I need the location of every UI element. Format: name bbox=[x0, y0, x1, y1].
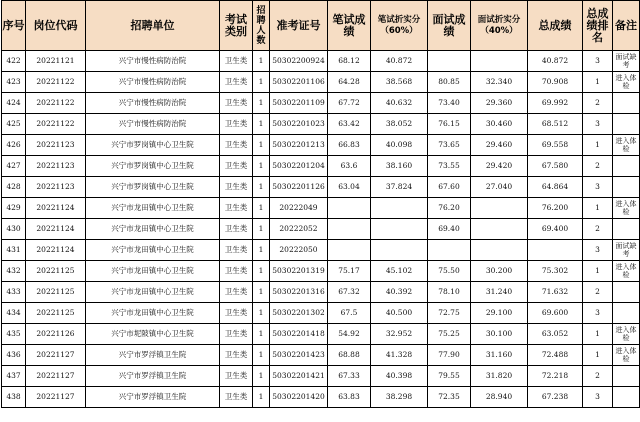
cell-interview: 76.15 bbox=[428, 114, 471, 135]
cell-category: 卫生类 bbox=[220, 345, 253, 366]
header-interview-conv: 面试折实分（40%） bbox=[471, 1, 528, 51]
cell-written: 63.04 bbox=[328, 177, 371, 198]
table-row bbox=[2, 366, 640, 387]
cell-post-code: 20221127 bbox=[26, 387, 86, 408]
cell-rank: 3 bbox=[583, 114, 613, 135]
cell-rank: 3 bbox=[583, 387, 613, 408]
cell-category: 卫生类 bbox=[220, 303, 253, 324]
cell-written: 68.12 bbox=[328, 51, 371, 72]
cell-seq: 431 bbox=[2, 240, 26, 261]
cell-unit: 兴宁市慢性病防治院 bbox=[86, 93, 220, 114]
cell-remark bbox=[613, 387, 640, 408]
cell-rank: 3 bbox=[583, 303, 613, 324]
cell-unit: 兴宁市龙田镇中心卫生院 bbox=[86, 219, 220, 240]
cell-written bbox=[328, 198, 371, 219]
header-written-conv: 笔试折实分（60%） bbox=[371, 1, 428, 51]
cell-written: 68.88 bbox=[328, 345, 371, 366]
cell-quota: 1 bbox=[253, 72, 270, 93]
cell-written: 67.32 bbox=[328, 282, 371, 303]
cell-seq: 427 bbox=[2, 156, 26, 177]
cell-unit: 兴宁市慢性病防治院 bbox=[86, 114, 220, 135]
cell-unit: 兴宁市罗浮镇卫生院 bbox=[86, 366, 220, 387]
cell-total: 72.488 bbox=[528, 345, 583, 366]
cell-rank: 1 bbox=[583, 72, 613, 93]
cell-rank: 2 bbox=[583, 282, 613, 303]
cell-written-conv: 32.952 bbox=[371, 324, 428, 345]
header-post-code: 岗位代码 bbox=[26, 1, 86, 51]
cell-ticket: 50302201126 bbox=[270, 177, 328, 198]
cell-total: 69.600 bbox=[528, 303, 583, 324]
cell-interview-conv: 32.340 bbox=[471, 72, 528, 93]
table-row bbox=[2, 303, 640, 324]
cell-post-code: 20221124 bbox=[26, 198, 86, 219]
cell-rank: 2 bbox=[583, 93, 613, 114]
cell-remark: 进入体检 bbox=[613, 135, 640, 156]
results-table bbox=[1, 0, 640, 408]
cell-written-conv: 38.568 bbox=[371, 72, 428, 93]
header-quota: 招聘人数 bbox=[253, 1, 270, 51]
cell-interview: 73.65 bbox=[428, 135, 471, 156]
header-ticket: 准考证号 bbox=[270, 1, 328, 51]
cell-unit: 兴宁市罗岗镇中心卫生院 bbox=[86, 135, 220, 156]
cell-written: 54.92 bbox=[328, 324, 371, 345]
cell-post-code: 20221124 bbox=[26, 219, 86, 240]
cell-written-conv: 40.872 bbox=[371, 51, 428, 72]
cell-total: 75.302 bbox=[528, 261, 583, 282]
cell-written: 67.72 bbox=[328, 93, 371, 114]
cell-written-conv: 40.098 bbox=[371, 135, 428, 156]
table-row bbox=[2, 156, 640, 177]
cell-interview-conv bbox=[471, 219, 528, 240]
cell-ticket: 20222050 bbox=[270, 240, 328, 261]
cell-written: 63.42 bbox=[328, 114, 371, 135]
header-seq: 序号 bbox=[2, 1, 26, 51]
cell-total: 71.632 bbox=[528, 282, 583, 303]
cell-interview-conv: 31.240 bbox=[471, 282, 528, 303]
cell-written-conv: 40.398 bbox=[371, 366, 428, 387]
cell-quota: 1 bbox=[253, 135, 270, 156]
cell-written: 75.17 bbox=[328, 261, 371, 282]
cell-written-conv: 37.824 bbox=[371, 177, 428, 198]
cell-post-code: 20221126 bbox=[26, 324, 86, 345]
table-row bbox=[2, 114, 640, 135]
table-row bbox=[2, 72, 640, 93]
cell-interview-conv: 27.040 bbox=[471, 177, 528, 198]
cell-interview-conv bbox=[471, 240, 528, 261]
cell-post-code: 20221121 bbox=[26, 51, 86, 72]
cell-interview-conv: 28.940 bbox=[471, 387, 528, 408]
cell-remark bbox=[613, 93, 640, 114]
cell-written: 67.5 bbox=[328, 303, 371, 324]
cell-quota: 1 bbox=[253, 198, 270, 219]
cell-seq: 424 bbox=[2, 93, 26, 114]
cell-post-code: 20221125 bbox=[26, 282, 86, 303]
cell-seq: 434 bbox=[2, 303, 26, 324]
cell-category: 卫生类 bbox=[220, 93, 253, 114]
cell-interview: 77.90 bbox=[428, 345, 471, 366]
cell-quota: 1 bbox=[253, 282, 270, 303]
header-unit: 招聘单位 bbox=[86, 1, 220, 51]
cell-post-code: 20221127 bbox=[26, 366, 86, 387]
cell-remark bbox=[613, 156, 640, 177]
cell-category: 卫生类 bbox=[220, 366, 253, 387]
cell-interview-conv: 29.460 bbox=[471, 135, 528, 156]
cell-post-code: 20221125 bbox=[26, 261, 86, 282]
cell-interview-conv: 29.360 bbox=[471, 93, 528, 114]
cell-quota: 1 bbox=[253, 51, 270, 72]
cell-written-conv bbox=[371, 240, 428, 261]
header-total: 总成绩 bbox=[528, 1, 583, 51]
cell-interview-conv: 29.420 bbox=[471, 156, 528, 177]
cell-written-conv bbox=[371, 198, 428, 219]
cell-post-code: 20221122 bbox=[26, 114, 86, 135]
cell-post-code: 20221127 bbox=[26, 345, 86, 366]
cell-written-conv: 40.632 bbox=[371, 93, 428, 114]
cell-interview-conv bbox=[471, 198, 528, 219]
cell-written-conv: 38.052 bbox=[371, 114, 428, 135]
cell-interview: 72.75 bbox=[428, 303, 471, 324]
table-row bbox=[2, 324, 640, 345]
cell-ticket: 50302201109 bbox=[270, 93, 328, 114]
cell-post-code: 20221125 bbox=[26, 303, 86, 324]
cell-remark bbox=[613, 303, 640, 324]
table-row bbox=[2, 135, 640, 156]
cell-remark: 进入体检 bbox=[613, 261, 640, 282]
cell-written-conv: 45.102 bbox=[371, 261, 428, 282]
cell-category: 卫生类 bbox=[220, 282, 253, 303]
cell-remark: 面试缺考 bbox=[613, 51, 640, 72]
cell-category: 卫生类 bbox=[220, 51, 253, 72]
cell-category: 卫生类 bbox=[220, 156, 253, 177]
cell-interview: 80.85 bbox=[428, 72, 471, 93]
cell-total: 69.558 bbox=[528, 135, 583, 156]
cell-quota: 1 bbox=[253, 156, 270, 177]
cell-written bbox=[328, 219, 371, 240]
cell-remark: 进入体检 bbox=[613, 324, 640, 345]
cell-remark: 进入体检 bbox=[613, 198, 640, 219]
cell-quota: 1 bbox=[253, 93, 270, 114]
cell-category: 卫生类 bbox=[220, 177, 253, 198]
cell-remark: 进入体检 bbox=[613, 345, 640, 366]
table-row bbox=[2, 345, 640, 366]
table-row bbox=[2, 198, 640, 219]
cell-total: 76.200 bbox=[528, 198, 583, 219]
cell-rank: 3 bbox=[583, 240, 613, 261]
cell-seq: 429 bbox=[2, 198, 26, 219]
cell-interview: 75.25 bbox=[428, 324, 471, 345]
cell-quota: 1 bbox=[253, 219, 270, 240]
cell-seq: 435 bbox=[2, 324, 26, 345]
cell-rank: 2 bbox=[583, 156, 613, 177]
cell-quota: 1 bbox=[253, 261, 270, 282]
cell-seq: 426 bbox=[2, 135, 26, 156]
cell-seq: 425 bbox=[2, 114, 26, 135]
cell-interview-conv: 30.460 bbox=[471, 114, 528, 135]
cell-written-conv bbox=[371, 219, 428, 240]
cell-quota: 1 bbox=[253, 366, 270, 387]
table-row bbox=[2, 282, 640, 303]
cell-total: 72.218 bbox=[528, 366, 583, 387]
cell-written: 64.28 bbox=[328, 72, 371, 93]
cell-unit: 兴宁市罗浮镇卫生院 bbox=[86, 387, 220, 408]
cell-total: 40.872 bbox=[528, 51, 583, 72]
cell-category: 卫生类 bbox=[220, 324, 253, 345]
cell-seq: 430 bbox=[2, 219, 26, 240]
cell-category: 卫生类 bbox=[220, 240, 253, 261]
header-interview: 面试成绩 bbox=[428, 1, 471, 51]
table-row bbox=[2, 219, 640, 240]
cell-interview: 72.35 bbox=[428, 387, 471, 408]
cell-rank: 1 bbox=[583, 261, 613, 282]
cell-unit: 兴宁市坭陂镇中心卫生院 bbox=[86, 324, 220, 345]
cell-ticket: 50302201423 bbox=[270, 345, 328, 366]
table-row bbox=[2, 261, 640, 282]
table-row bbox=[2, 93, 640, 114]
cell-total: 69.992 bbox=[528, 93, 583, 114]
cell-ticket: 50302201106 bbox=[270, 72, 328, 93]
cell-total: 64.864 bbox=[528, 177, 583, 198]
cell-post-code: 20221123 bbox=[26, 177, 86, 198]
cell-written bbox=[328, 240, 371, 261]
cell-quota: 1 bbox=[253, 114, 270, 135]
header-remark: 备注 bbox=[613, 1, 640, 51]
cell-written-conv: 41.328 bbox=[371, 345, 428, 366]
cell-interview-conv: 29.100 bbox=[471, 303, 528, 324]
cell-ticket: 50302201213 bbox=[270, 135, 328, 156]
cell-unit: 兴宁市龙田镇中心卫生院 bbox=[86, 198, 220, 219]
table-row bbox=[2, 51, 640, 72]
cell-post-code: 20221124 bbox=[26, 240, 86, 261]
cell-unit: 兴宁市龙田镇中心卫生院 bbox=[86, 240, 220, 261]
cell-interview: 78.10 bbox=[428, 282, 471, 303]
cell-unit: 兴宁市罗岗镇中心卫生院 bbox=[86, 177, 220, 198]
cell-rank: 1 bbox=[583, 345, 613, 366]
table-row bbox=[2, 240, 640, 261]
cell-interview-conv bbox=[471, 51, 528, 72]
cell-seq: 422 bbox=[2, 51, 26, 72]
cell-remark: 面试缺考 bbox=[613, 240, 640, 261]
cell-post-code: 20221122 bbox=[26, 93, 86, 114]
cell-ticket: 50302200924 bbox=[270, 51, 328, 72]
cell-ticket: 50302201319 bbox=[270, 261, 328, 282]
cell-interview: 76.20 bbox=[428, 198, 471, 219]
cell-remark bbox=[613, 177, 640, 198]
table-body bbox=[2, 51, 640, 408]
cell-unit: 兴宁市龙田镇中心卫生院 bbox=[86, 261, 220, 282]
cell-category: 卫生类 bbox=[220, 72, 253, 93]
cell-category: 卫生类 bbox=[220, 387, 253, 408]
cell-total: 63.052 bbox=[528, 324, 583, 345]
cell-unit: 兴宁市慢性病防治院 bbox=[86, 51, 220, 72]
cell-seq: 433 bbox=[2, 282, 26, 303]
cell-category: 卫生类 bbox=[220, 135, 253, 156]
cell-seq: 432 bbox=[2, 261, 26, 282]
cell-category: 卫生类 bbox=[220, 114, 253, 135]
cell-interview: 75.50 bbox=[428, 261, 471, 282]
cell-quota: 1 bbox=[253, 345, 270, 366]
cell-interview bbox=[428, 51, 471, 72]
cell-interview: 73.40 bbox=[428, 93, 471, 114]
cell-interview bbox=[428, 240, 471, 261]
cell-interview-conv: 31.160 bbox=[471, 345, 528, 366]
cell-quota: 1 bbox=[253, 303, 270, 324]
cell-total: 70.908 bbox=[528, 72, 583, 93]
cell-rank: 2 bbox=[583, 219, 613, 240]
cell-rank: 1 bbox=[583, 135, 613, 156]
cell-written-conv: 38.298 bbox=[371, 387, 428, 408]
cell-interview-conv: 30.200 bbox=[471, 261, 528, 282]
header-category: 考试类别 bbox=[220, 1, 253, 51]
cell-written: 63.83 bbox=[328, 387, 371, 408]
cell-total bbox=[528, 240, 583, 261]
cell-rank: 1 bbox=[583, 324, 613, 345]
cell-seq: 428 bbox=[2, 177, 26, 198]
cell-category: 卫生类 bbox=[220, 198, 253, 219]
cell-written-conv: 38.160 bbox=[371, 156, 428, 177]
cell-remark bbox=[613, 282, 640, 303]
cell-interview: 79.55 bbox=[428, 366, 471, 387]
table-row bbox=[2, 387, 640, 408]
header-row bbox=[2, 1, 640, 51]
table-row bbox=[2, 177, 640, 198]
cell-quota: 1 bbox=[253, 240, 270, 261]
cell-written: 66.83 bbox=[328, 135, 371, 156]
cell-unit: 兴宁市慢性病防治院 bbox=[86, 72, 220, 93]
cell-interview-conv: 31.820 bbox=[471, 366, 528, 387]
cell-written-conv: 40.500 bbox=[371, 303, 428, 324]
cell-ticket: 20222052 bbox=[270, 219, 328, 240]
cell-ticket: 20222049 bbox=[270, 198, 328, 219]
cell-seq: 436 bbox=[2, 345, 26, 366]
cell-ticket: 50302201420 bbox=[270, 387, 328, 408]
cell-total: 67.238 bbox=[528, 387, 583, 408]
cell-total: 69.400 bbox=[528, 219, 583, 240]
cell-unit: 兴宁市龙田镇中心卫生院 bbox=[86, 282, 220, 303]
header-rank: 总成绩排名 bbox=[583, 1, 613, 51]
cell-ticket: 50302201316 bbox=[270, 282, 328, 303]
cell-seq: 437 bbox=[2, 366, 26, 387]
header-written: 笔试成绩 bbox=[328, 1, 371, 51]
cell-post-code: 20221123 bbox=[26, 156, 86, 177]
cell-quota: 1 bbox=[253, 177, 270, 198]
cell-total: 67.580 bbox=[528, 156, 583, 177]
cell-ticket: 50302201421 bbox=[270, 366, 328, 387]
cell-remark bbox=[613, 114, 640, 135]
cell-post-code: 20221122 bbox=[26, 72, 86, 93]
cell-written: 67.33 bbox=[328, 366, 371, 387]
cell-ticket: 50302201302 bbox=[270, 303, 328, 324]
cell-total: 68.512 bbox=[528, 114, 583, 135]
cell-interview-conv: 30.100 bbox=[471, 324, 528, 345]
cell-remark bbox=[613, 366, 640, 387]
cell-rank: 2 bbox=[583, 366, 613, 387]
cell-quota: 1 bbox=[253, 324, 270, 345]
cell-seq: 423 bbox=[2, 72, 26, 93]
cell-written: 63.6 bbox=[328, 156, 371, 177]
cell-remark bbox=[613, 219, 640, 240]
cell-unit: 兴宁市罗浮镇卫生院 bbox=[86, 345, 220, 366]
cell-ticket: 50302201023 bbox=[270, 114, 328, 135]
cell-category: 卫生类 bbox=[220, 261, 253, 282]
cell-interview: 67.60 bbox=[428, 177, 471, 198]
cell-unit: 兴宁市罗岗镇中心卫生院 bbox=[86, 156, 220, 177]
cell-quota: 1 bbox=[253, 387, 270, 408]
cell-interview: 69.40 bbox=[428, 219, 471, 240]
cell-rank: 1 bbox=[583, 198, 613, 219]
cell-ticket: 50302201204 bbox=[270, 156, 328, 177]
cell-ticket: 50302201418 bbox=[270, 324, 328, 345]
cell-interview: 73.55 bbox=[428, 156, 471, 177]
cell-category: 卫生类 bbox=[220, 219, 253, 240]
cell-remark: 进入体检 bbox=[613, 72, 640, 93]
cell-rank: 3 bbox=[583, 177, 613, 198]
cell-rank: 3 bbox=[583, 51, 613, 72]
cell-seq: 438 bbox=[2, 387, 26, 408]
cell-written-conv: 40.392 bbox=[371, 282, 428, 303]
cell-unit: 兴宁市龙田镇中心卫生院 bbox=[86, 303, 220, 324]
cell-post-code: 20221123 bbox=[26, 135, 86, 156]
